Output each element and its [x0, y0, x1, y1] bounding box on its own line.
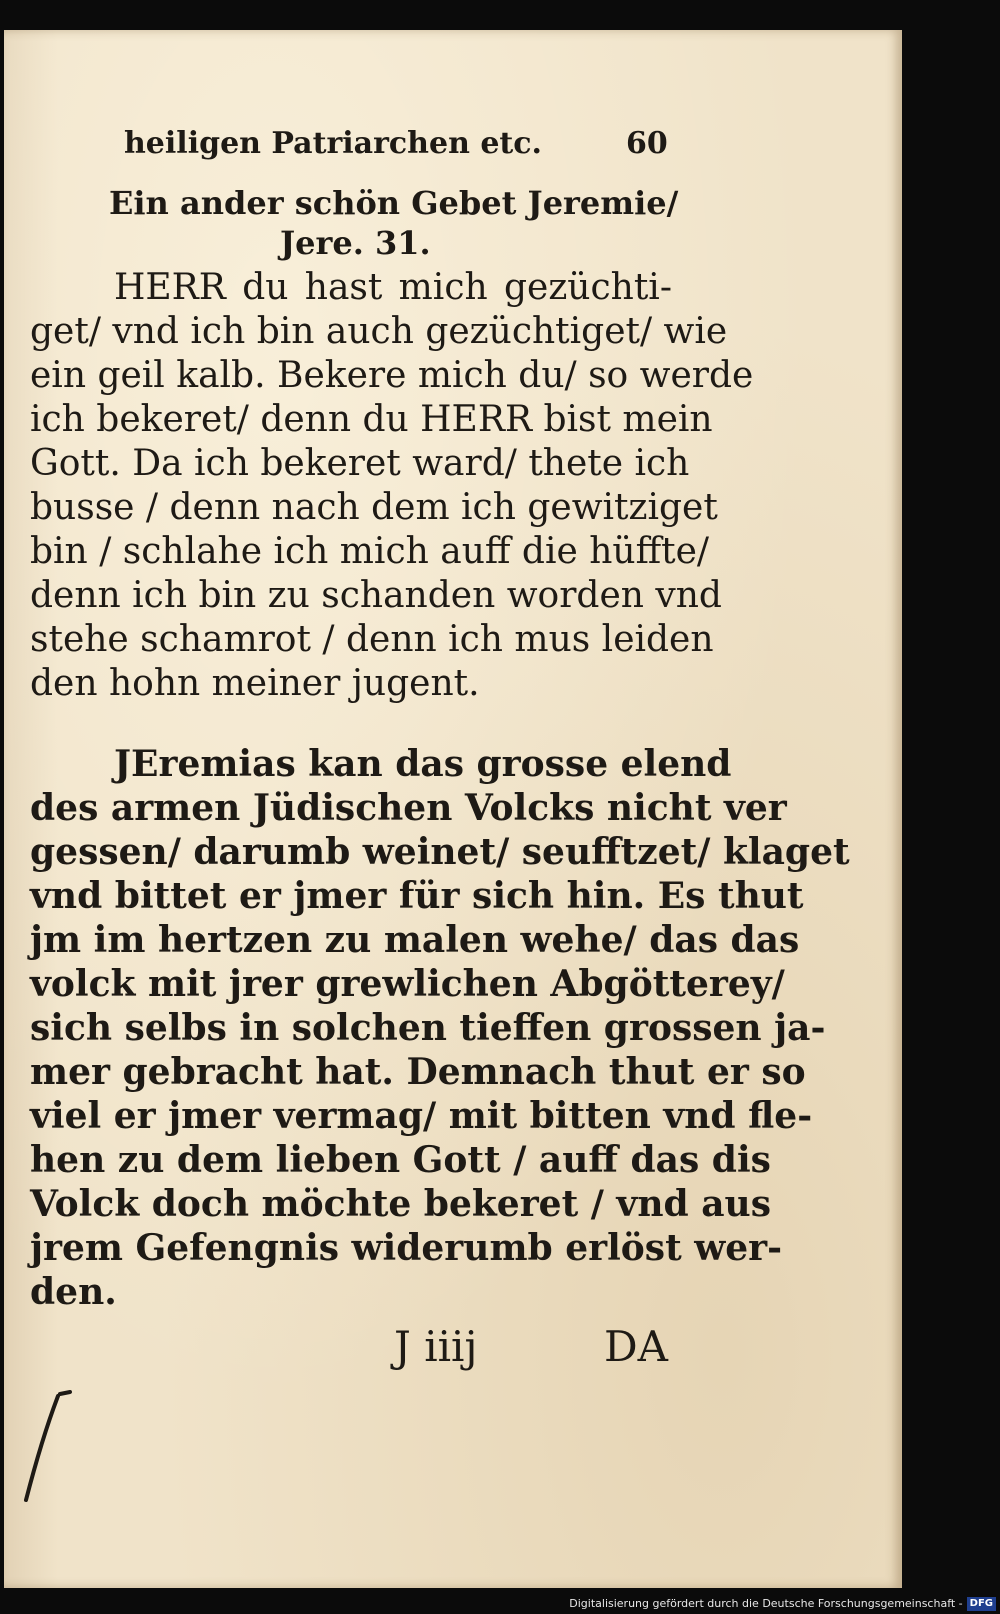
signature-mark: J iiij — [394, 1322, 478, 1371]
prayer-reference: Jere. 31. — [280, 224, 431, 262]
digitization-credit — [569, 1594, 996, 1614]
ink-stroke-mark — [12, 1388, 72, 1508]
text-line: den. — [30, 1271, 117, 1313]
dfg-logo: DFG — [967, 1597, 996, 1611]
text-line: sich selbs in solchen tieffen grossen ja- — [30, 1007, 826, 1049]
prayer-title: Ein ander schön Gebet Jeremie/ — [109, 184, 679, 222]
text-line: jm im hertzen zu malen wehe/ das das — [30, 919, 800, 961]
text-line: denn ich bin zu schanden worden vnd — [30, 575, 722, 616]
text-line: mer gebracht hat. Demnach thut er so — [30, 1051, 806, 1093]
text-line: get/ vnd ich bin auch gezüchtiget/ wie — [30, 311, 728, 352]
text-line: HERR du hast mich gezüchti- — [114, 267, 672, 308]
text-line: des armen Jüdischen Volcks nicht ver — [30, 787, 787, 829]
text-line: hen zu dem lieben Gott / auff das dis — [30, 1139, 771, 1181]
text-line: Volck doch möchte bekeret / vnd aus — [30, 1183, 771, 1225]
running-head: heiligen Patriarchen etc. — [124, 126, 542, 161]
text-line: ein geil kalb. Bekere mich du/ so werde — [30, 355, 754, 396]
text-line: Gott. Da ich bekeret ward/ thete ich — [30, 443, 690, 484]
text-line: vnd bittet er jmer für sich hin. Es thut — [30, 875, 804, 917]
text-line: stehe schamrot / denn ich mus leiden — [30, 619, 714, 660]
text-line: busse / denn nach dem ich gewitziget — [30, 487, 718, 528]
text-line: bin / schlahe ich mich auff die hüffte/ — [30, 531, 710, 572]
text-line: volck mit jrer grewlichen Abgötterey/ — [30, 963, 785, 1005]
commentary-text — [30, 742, 850, 1314]
book-page — [4, 30, 902, 1588]
credit-text: Digitalisierung gefördert durch die Deutsche Forschungsgemeinschaft - — [569, 1597, 963, 1610]
text-line: jrem Gefengnis widerumb erlöst wer- — [30, 1227, 783, 1269]
prayer-text — [30, 266, 754, 706]
text-line: den hohn meiner jugent. — [30, 663, 480, 704]
catchword: DA — [604, 1322, 669, 1371]
text-line: ich bekeret/ denn du HERR bist mein — [30, 399, 713, 440]
text-line: viel er jmer vermag/ mit bitten vnd fle- — [30, 1095, 813, 1137]
text-line: gessen/ darumb weinet/ seufftzet/ klaget — [30, 831, 850, 873]
text-line: JEremias kan das grosse elend — [114, 743, 732, 785]
page-number: 60 — [626, 126, 668, 161]
